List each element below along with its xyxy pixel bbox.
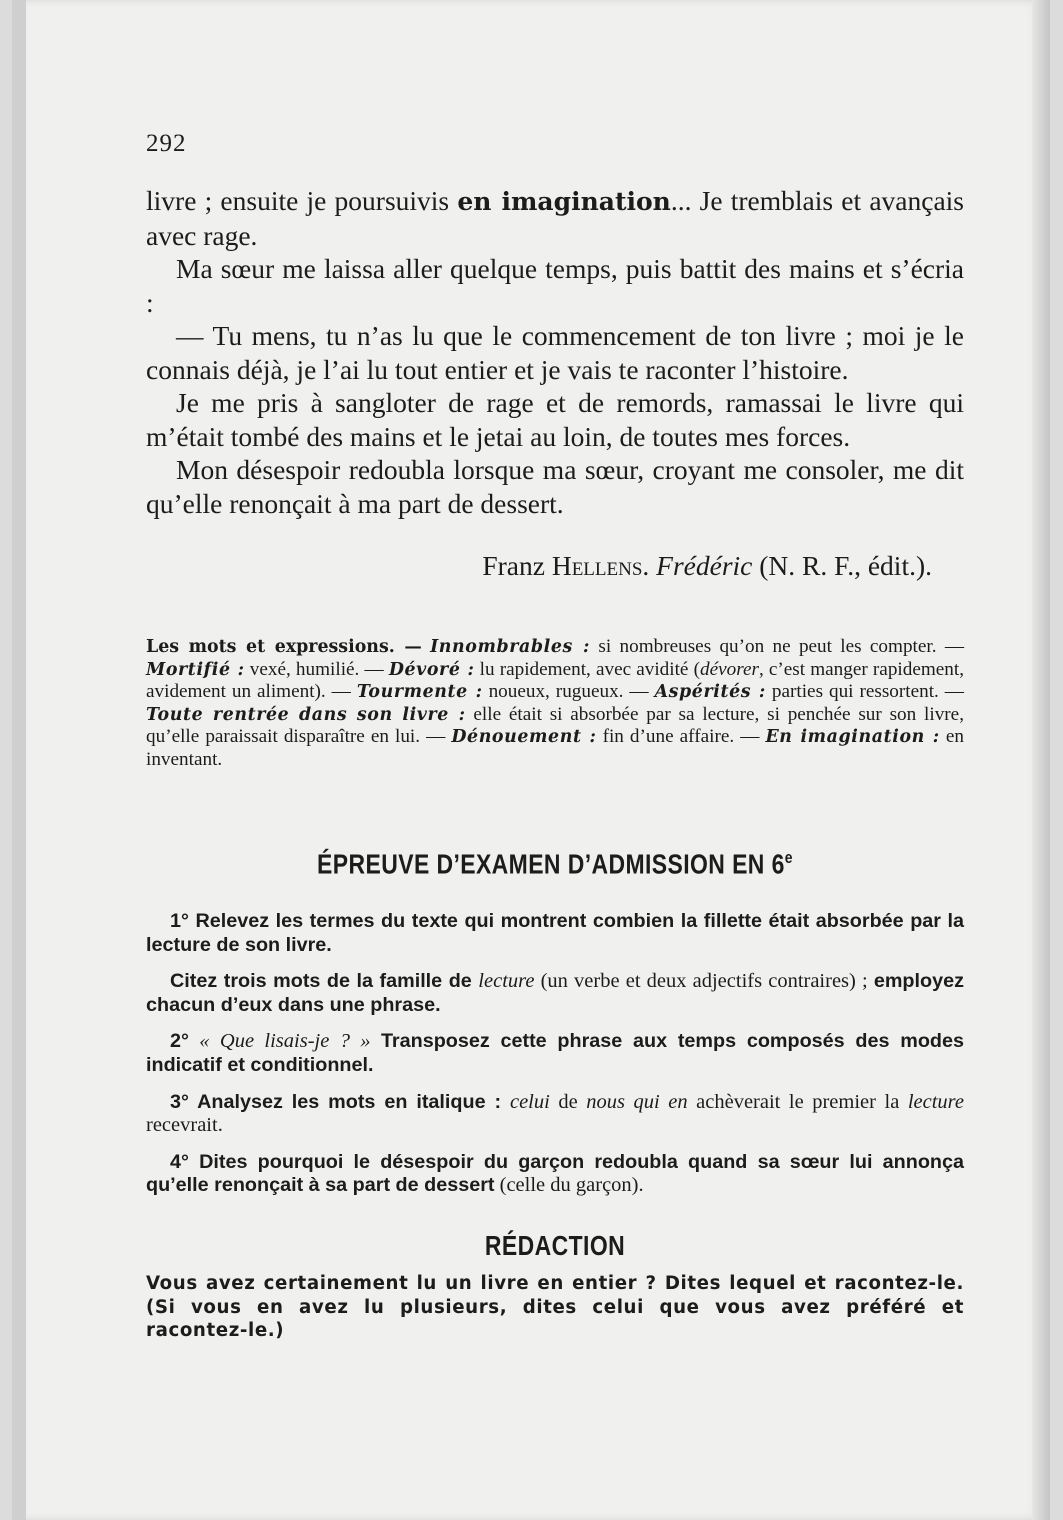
glossary-definition: noueux, rugueux. — xyxy=(482,681,649,703)
glossary-term: En imagination : xyxy=(765,727,940,748)
glossary-heading: Les mots et expressions. — xyxy=(146,637,422,657)
glossary-term: Aspérités : xyxy=(654,682,766,703)
glossary-definition: fin d’une affaire. — xyxy=(596,726,760,748)
bold-phrase: en imagination xyxy=(457,187,671,216)
question-1b: Citez trois mots de la famille de lecture (un verbe et deux adjectifs contraires) ; employez chacun d’eux dans une phrase. xyxy=(146,970,964,1016)
paragraph-4: Je me pris à sangloter de rage et de remords, ramassai le livre qui m’était tombé des mains et le jetai au loin, de toutes mes forces. xyxy=(146,387,964,452)
author-surname: Hellens xyxy=(551,550,643,581)
question-3: 3° Analysez les mots en italique : celui de nous qui en achèverait le premier la lecture recevrait. xyxy=(146,1090,964,1137)
glossary-definition: parties qui ressortent. — xyxy=(765,681,964,703)
work-title: Frédéric xyxy=(656,550,753,581)
question-2: 2° « Que lisais-je ? » Transposez cette phrase aux temps composés des modes indicatif et conditionnel. xyxy=(146,1030,965,1076)
question-4: 4° Dites pourquoi le désespoir du garçon redoubla quand sa sœur lui annonça qu’elle renonçait à sa part de dessert (celle du garçon). xyxy=(146,1150,964,1197)
glossary-term: Dévoré : xyxy=(388,659,475,680)
page-left-edge xyxy=(12,0,26,1520)
question-number: 1° xyxy=(170,910,189,932)
redaction-title: RÉDACTION xyxy=(484,1230,626,1261)
paragraph-5: Mon désespoir redoubla lorsque ma sœur, croyant me consoler, me dit qu’elle renonçait à ma part de dessert. xyxy=(146,454,964,519)
paragraph-3: — Tu mens, tu n’as lu que le commencement de ton livre ; moi je le connais déjà, je l’ai lu tout entier et je vais te raconter l’histoire. xyxy=(146,320,964,385)
glossary: Les mots et expressions. — Innombrables : si nombreuses qu’on ne peut les compter. — Mortifié : vexé, humilié. — Dévoré : lu rapidement, avec avidité (dévorer, c’est manger rapidement, avidement un aliment). — Tourmente : noueux, rugueux. — Aspérités : parties qui ressortent. — Toute rentrée dans son livre : elle était si absorbée par sa lecture, si penchée sur son livre, qu’elle paraissait disparaître en lui. — Dénouement : fin d’une affaire. — En imagination : en inventant. xyxy=(146,636,965,770)
exam-section-title: ÉPREUVE D’EXAMEN D’ADMISSION EN 6e xyxy=(317,848,793,880)
page-right-edge xyxy=(1032,0,1050,1520)
glossary-term: Innombrables : xyxy=(430,637,591,657)
question-number: 3° xyxy=(170,1090,189,1113)
story-excerpt xyxy=(146,184,964,520)
glossary-term: Dénouement : xyxy=(451,727,597,748)
glossary-italic-word: dévorer xyxy=(699,658,759,680)
glossary-term: Toute rentrée dans son livre : xyxy=(146,704,466,725)
source-credit: Franz Hellens. Frédéric (N. R. F., édit.). xyxy=(482,550,932,581)
exam-questions xyxy=(146,910,964,1211)
redaction-prompt: Vous avez certainement lu un livre en entier ? Dites lequel et racontez-le. (Si vous en avez lu plusieurs, dites celui que vous avez préféré et racontez-le.) xyxy=(146,1273,964,1341)
question-number: 4° xyxy=(170,1150,189,1173)
paragraph-1: livre ; ensuite je poursuivis en imagination... Je tremblais et avançais avec rage. xyxy=(146,185,964,251)
paragraph-2: Ma sœur me laissa aller quelque temps, puis battit des mains et s’écria : xyxy=(146,253,964,318)
glossary-definition: vexé, humilié. — xyxy=(244,658,384,680)
glossary-definition: elle était si absorbée par sa lecture, si penchée sur son livre, qu’elle paraissait disparaître en lui. — xyxy=(146,703,964,748)
question-number: 2° xyxy=(170,1030,189,1053)
glossary-definition: lu rapidement, avec avidité ( xyxy=(474,658,700,680)
glossary-definition: en inventant. xyxy=(146,726,964,770)
glossary-term: Mortifié : xyxy=(146,659,245,680)
glossary-definition: si nombreuses qu’on ne peut les compter. — xyxy=(590,636,965,657)
question-1: 1° Relevez les termes du texte qui montrent combien la fillette était absorbée par la lecture de son livre. xyxy=(146,910,964,956)
page-number: 292 xyxy=(146,130,187,157)
glossary-term: Tourmente : xyxy=(356,682,483,703)
